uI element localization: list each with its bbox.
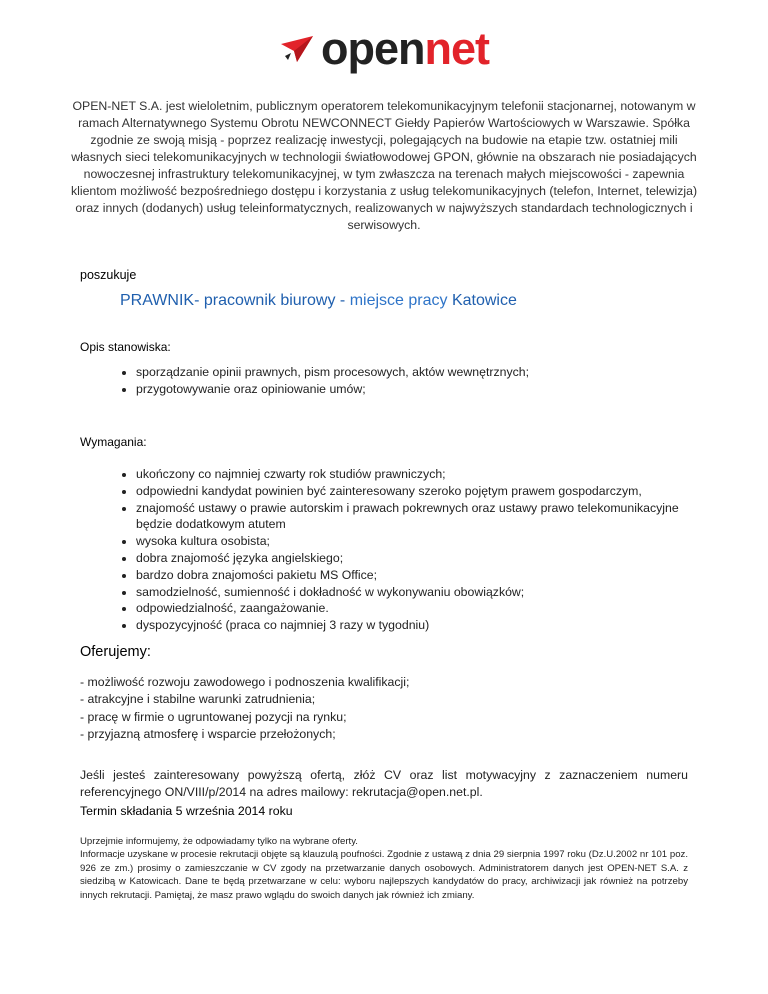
list-item: - atrakcyjne i stabilne warunki zatrudnienia; xyxy=(80,692,316,707)
application-deadline: Termin składania 5 września 2014 roku xyxy=(80,804,293,818)
company-logo xyxy=(0,23,768,74)
list-item: • odpowiedzialność, zaangażowanie. xyxy=(136,600,696,617)
apply-instructions: Jeśli jesteś zainteresowany powyższą ofertą, złóż CV oraz list motywacyjny z zaznaczeniem numeru referencyjnego ON/VIII/p/2014 na adres mailowy: rekrutacja@open.net.pl. xyxy=(80,768,688,800)
company-intro: OPEN-NET S.A. jest wieloletnim, publicznym operatorem telekomunikacyjnym telefonii stacjonarnej, notowanym w ramach Alternatywnego Systemu Obrotu NEWCONNECT Giełdy Papierów Wartościowych w Warszawie. Spółka zgodnie ze swoją misją - poprzez realizację inwestycji, polegających na budowie na etapie tzw. ostatniej mili własnych sieci telekomunikacyjnych w technologii światłowodowej GPON, głównie na obszarach nie posiadających nowoczesnej infrastruktury telekomunikacyjnej, w tym zwłaszcza na terenach małych miejscowości - zapewnia klientom możliwość bezpośredniego dostępu i korzystania z usług telekomunikacyjnych (telefon, Internet, telewizja) oraz innych (dodanych) usług teleinformatycznych, realizowanych w najwyższych standardach technologicznych i serwisowych. xyxy=(70,99,698,232)
list-item: • samodzielność, sumienność i dokładność w wykonywaniu obowiązków; xyxy=(136,584,696,601)
offer-list xyxy=(80,674,409,743)
list-item: - możliwość rozwoju zawodowego i podnoszenia kwalifikacji; xyxy=(80,675,410,689)
seeks-label: poszukuje xyxy=(80,268,137,282)
list-item: • dyspozycyjność (praca co najmniej 3 razy w tygodniu) xyxy=(136,617,696,634)
list-item: • dobra znajomość języka angielskiego; xyxy=(136,550,696,567)
list-item: - pracę w firmie o ugruntowanej pozycji na rynku; xyxy=(80,709,347,724)
list-item: • sporządzanie opinii prawnych, pism procesowych, aktów wewnętrznych; xyxy=(136,364,696,381)
description-heading: Opis stanowiska: xyxy=(80,340,171,354)
fine-print xyxy=(80,835,688,902)
fine-print-line: Uprzejmie informujemy, że odpowiadamy tylko na wybrane oferty. xyxy=(80,836,358,847)
logo-net: net xyxy=(424,23,489,74)
fine-print-paragraph: Informacje uzyskane w procesie rekrutacji objęte są klauzulą poufności. Zgodnie z ustawą z dnia 29 sierpnia 1997 roku (Dz.U.2002 nr 101 poz. 926 ze zm.) prosimy o zamieszczanie w CV zgody na przetwarzanie danych osobowych. Administratorem danych jest OPEN-NET S.A. z siedzibą w Katowicach. Dane te będą przetwarzane w celu: wyboru najlepszych kandydatów do pracy, archiwizacji jak również na potrzeby innych rekrutacji. Pamiętaj, że masz prawo wglądu do swoich danych jak również ich zmiany. xyxy=(80,849,688,901)
list-item: • ukończony co najmniej czwarty rok studiów prawniczych; xyxy=(136,466,696,483)
logo-open: open xyxy=(321,23,425,74)
job-city: Katowice xyxy=(451,292,517,309)
job-title-text: PRAWNIK- pracownik biurowy - xyxy=(120,292,350,309)
description-list xyxy=(112,364,696,398)
list-item: • przygotowywanie oraz opiniowanie umów; xyxy=(136,381,696,398)
list-item: • znajomość ustawy o prawie autorskim i prawach pokrewnych oraz ustawy prawo telekomunikacyjne będzie dodatkowym atutem xyxy=(136,500,696,534)
list-item: • bardzo dobra znajomości pakietu MS Office; xyxy=(136,567,696,584)
requirements-heading: Wymagania: xyxy=(80,435,147,449)
offer-heading: Oferujemy: xyxy=(80,644,151,660)
list-item: • wysoka kultura osobista; xyxy=(136,533,696,550)
list-item: - przyjazną atmosferę i wsparcie przełożonych; xyxy=(80,726,336,741)
requirements-list xyxy=(112,466,696,634)
list-item: • odpowiedni kandydat powinien być zainteresowany szeroko pojętym prawem gospodarczym, xyxy=(136,483,696,500)
job-title xyxy=(120,292,517,310)
job-location-label: miejsce pracy xyxy=(349,292,452,309)
logo-wordmark xyxy=(321,23,489,74)
paper-plane-icon xyxy=(279,34,315,64)
